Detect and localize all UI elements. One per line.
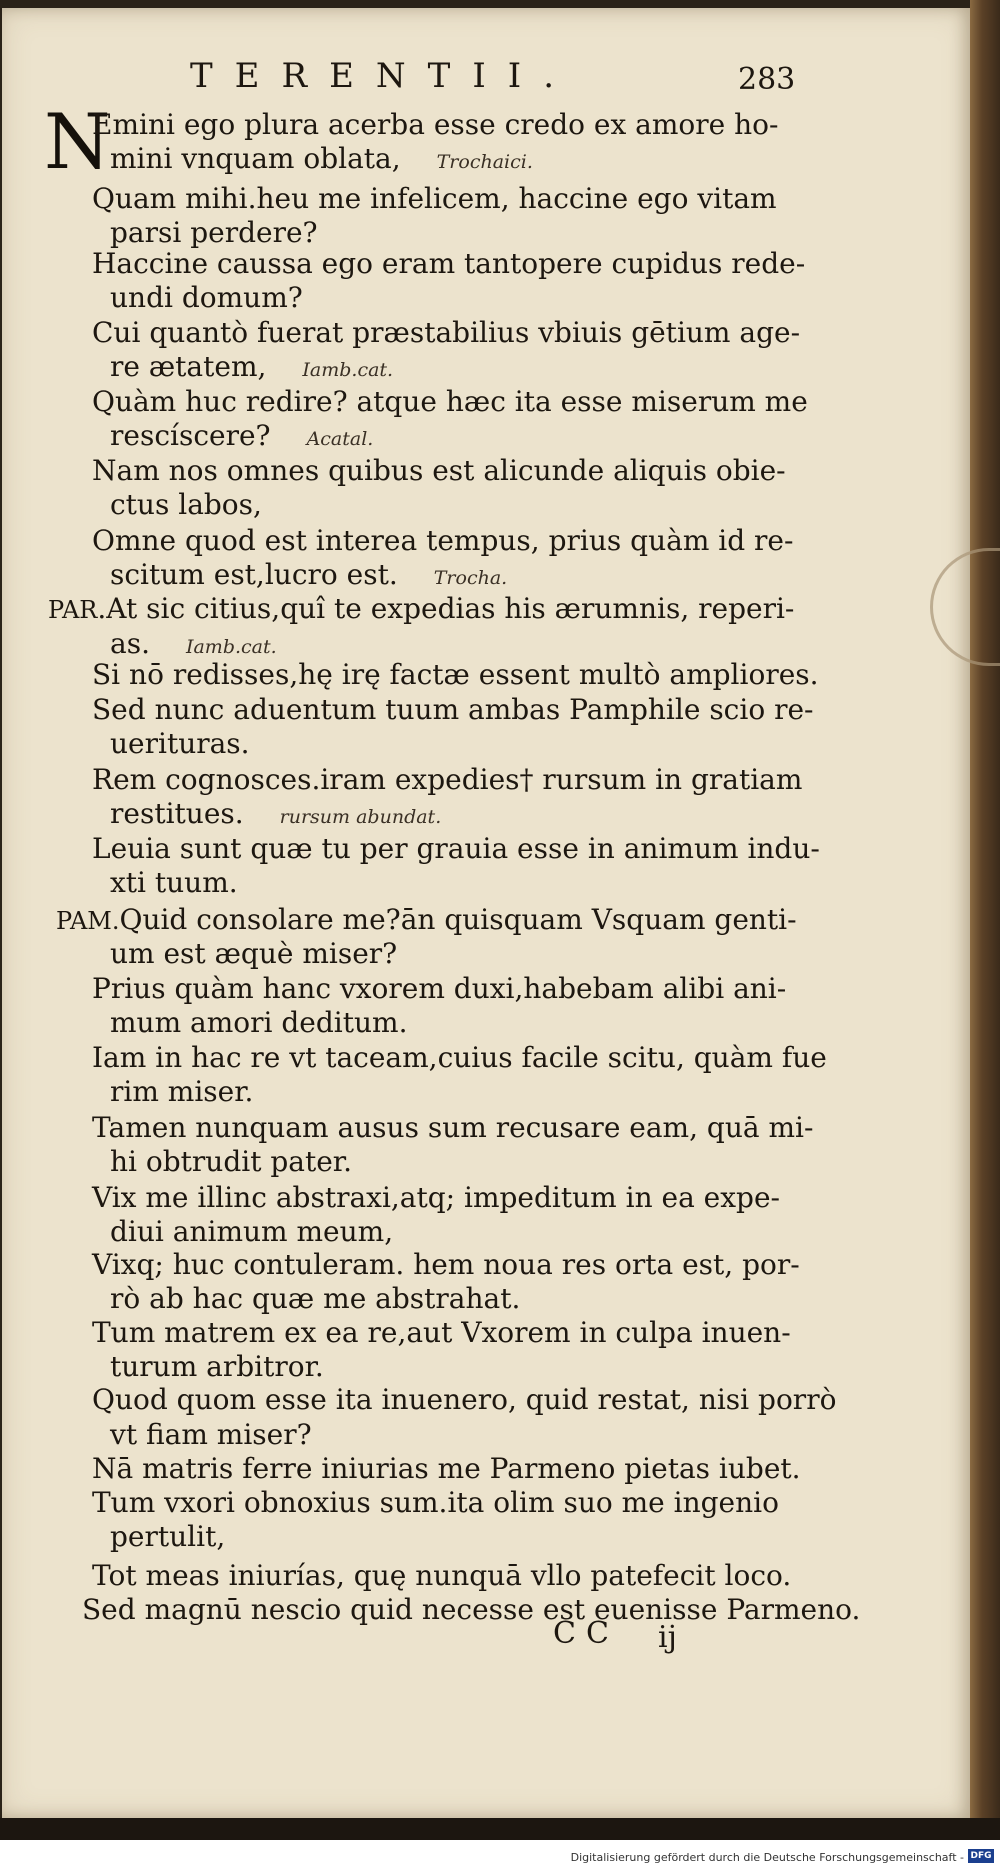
text-line xyxy=(92,658,819,692)
line-text: xti tuum. xyxy=(110,866,238,899)
line-text: Vixq; huc contuleram. hem noua res orta est, por- xyxy=(92,1248,800,1281)
page-header xyxy=(0,56,1000,106)
text-line xyxy=(92,1181,780,1215)
text-line xyxy=(110,866,238,900)
text-line xyxy=(92,693,814,727)
line-text: uerituras. xyxy=(110,727,250,760)
line-text: Prius quàm hanc vxorem duxi,habebam alibi ani- xyxy=(92,972,787,1005)
text-line xyxy=(92,108,779,142)
meter-note: rursum abundat. xyxy=(279,806,442,828)
line-text: hi obtrudit pater. xyxy=(110,1145,353,1178)
text-line xyxy=(110,937,397,971)
text-line xyxy=(110,727,250,761)
line-text: rim miser. xyxy=(110,1075,254,1108)
text-line xyxy=(92,1111,813,1145)
text-line xyxy=(110,1215,393,1249)
text-line xyxy=(92,763,802,797)
text-line xyxy=(92,1486,779,1520)
line-text: turum arbitror. xyxy=(110,1350,324,1383)
text-line xyxy=(110,1350,324,1384)
line-text: Nā matris ferre iniurias me Parmeno pietas iubet. xyxy=(92,1452,801,1485)
text-line xyxy=(92,972,786,1006)
text-line xyxy=(92,1383,836,1417)
running-title: TERENTII. xyxy=(190,56,577,96)
signature-number: ij xyxy=(658,1620,677,1655)
line-text: parsi perdere? xyxy=(110,216,318,249)
text-line xyxy=(92,1316,791,1350)
text-line xyxy=(110,1520,225,1554)
line-text: scitum est,lucro est. xyxy=(110,558,398,591)
meter-note: Trocha. xyxy=(433,567,508,589)
text-line xyxy=(92,832,820,866)
line-text: Tamen nunquam ausus sum recusare eam, quā mi- xyxy=(92,1111,814,1144)
line-text: Sed magnū nescio quid necesse est euenisse Parmeno. xyxy=(82,1593,861,1626)
line-text: Rem cognosces.iram expedies† rursum in gratiam xyxy=(92,763,803,796)
signature-mark: CC xyxy=(553,1616,619,1651)
meter-note: Iamb.cat. xyxy=(302,359,394,381)
line-text: Haccine caussa ego eram tantopere cupidus rede- xyxy=(92,247,806,280)
text-line xyxy=(110,142,533,179)
text-line xyxy=(92,1041,827,1075)
dfg-logo: DFG xyxy=(968,1849,994,1863)
line-text: Tum vxori obnoxius sum.ita olim suo me ingenio xyxy=(92,1486,779,1519)
text-line xyxy=(92,385,808,419)
line-text: Iam in hac re vt taceam,cuius facile scitu, quàm fue xyxy=(92,1041,827,1074)
text-line xyxy=(110,1418,312,1452)
speaker-label: PAR xyxy=(48,596,98,624)
line-text: .At sic citius,quî te expedias his ærumnis, reperi- xyxy=(97,592,795,625)
line-text: undi domum? xyxy=(110,281,303,314)
text-line xyxy=(92,1559,791,1593)
line-text: re ætatem, xyxy=(110,350,267,383)
line-text: rò ab hac quæ me abstrahat. xyxy=(110,1282,521,1315)
line-text: Sed nunc aduentum tuum ambas Pamphile scio re- xyxy=(92,693,814,726)
text-line xyxy=(92,247,805,281)
text-line xyxy=(56,903,797,938)
line-text: Tum matrem ex ea re,aut Vxorem in culpa inuen- xyxy=(92,1316,791,1349)
text-line xyxy=(110,1282,520,1316)
meter-note: Iamb.cat. xyxy=(185,636,277,658)
line-text: mum amori deditum. xyxy=(110,1006,408,1039)
line-text: Leuia sunt quæ tu per grauia esse in animum indu- xyxy=(92,832,820,865)
footer-credit: Digitalisierung gefördert durch die Deutsche Forschungsgemeinschaft - xyxy=(570,1851,964,1864)
line-text: ctus labos, xyxy=(110,488,262,521)
text-line xyxy=(92,1248,800,1282)
text-line xyxy=(92,454,786,488)
line-text: Quàm huc redire? atque hæc ita esse miserum me xyxy=(92,385,808,418)
line-text: Quam mihi.heu me infelicem, haccine ego vitam xyxy=(92,182,777,215)
line-text: diui animum meum, xyxy=(110,1215,394,1248)
text-line xyxy=(82,1593,860,1627)
line-text: restitues. xyxy=(110,797,244,830)
text-line xyxy=(110,350,393,387)
text-line xyxy=(110,1075,253,1109)
text-line xyxy=(92,182,777,216)
text-line xyxy=(110,1145,352,1179)
text-line xyxy=(48,592,794,627)
line-text: Emini ego plura acerba esse credo ex amore ho- xyxy=(92,108,779,141)
text-line xyxy=(110,419,373,456)
line-text: Tot meas iniurías, quę nunquā vllo patefecit loco. xyxy=(92,1559,792,1592)
line-text: as. xyxy=(110,627,150,660)
text-line xyxy=(110,488,262,522)
line-text: Vix me illinc abstraxi,atq; impeditum in ea expe- xyxy=(92,1181,780,1214)
dropcap: N xyxy=(44,97,111,186)
text-line xyxy=(92,524,793,558)
line-text: Nam nos omnes quibus est alicunde aliquis obie- xyxy=(92,454,786,487)
line-text: Cui quantò fuerat præstabilius vbiuis gētium age- xyxy=(92,316,801,349)
line-text: pertulit, xyxy=(110,1520,226,1553)
line-text: Quid consolare me?ān quisquam Vsquam genti- xyxy=(119,903,797,936)
line-text: Si nō redisses,hę irę factæ essent multò ampliores. xyxy=(92,658,819,691)
line-text: um est æquè miser? xyxy=(110,937,398,970)
bottom-edge xyxy=(0,1818,1000,1840)
line-text: rescíscere? xyxy=(110,419,271,452)
speaker-label: PAM. xyxy=(56,907,120,935)
text-line xyxy=(92,316,800,350)
text-line xyxy=(110,797,441,834)
line-text: Quod quom esse ita inuenero, quid restat, nisi porrò xyxy=(92,1383,837,1416)
text-line xyxy=(110,558,507,595)
text-line xyxy=(110,281,303,315)
line-text: mini vnquam oblata, xyxy=(110,142,401,175)
meter-note: Acatal. xyxy=(306,428,374,450)
text-line xyxy=(110,1006,408,1040)
page-number: 283 xyxy=(738,62,796,97)
line-text: Omne quod est interea tempus, prius quàm id re- xyxy=(92,524,794,557)
meter-note: Trochaici. xyxy=(436,151,533,173)
text-line xyxy=(92,1452,801,1486)
text-line xyxy=(110,216,318,250)
book-fore-edge xyxy=(970,0,1000,1840)
line-text: vt fiam miser? xyxy=(110,1418,312,1451)
